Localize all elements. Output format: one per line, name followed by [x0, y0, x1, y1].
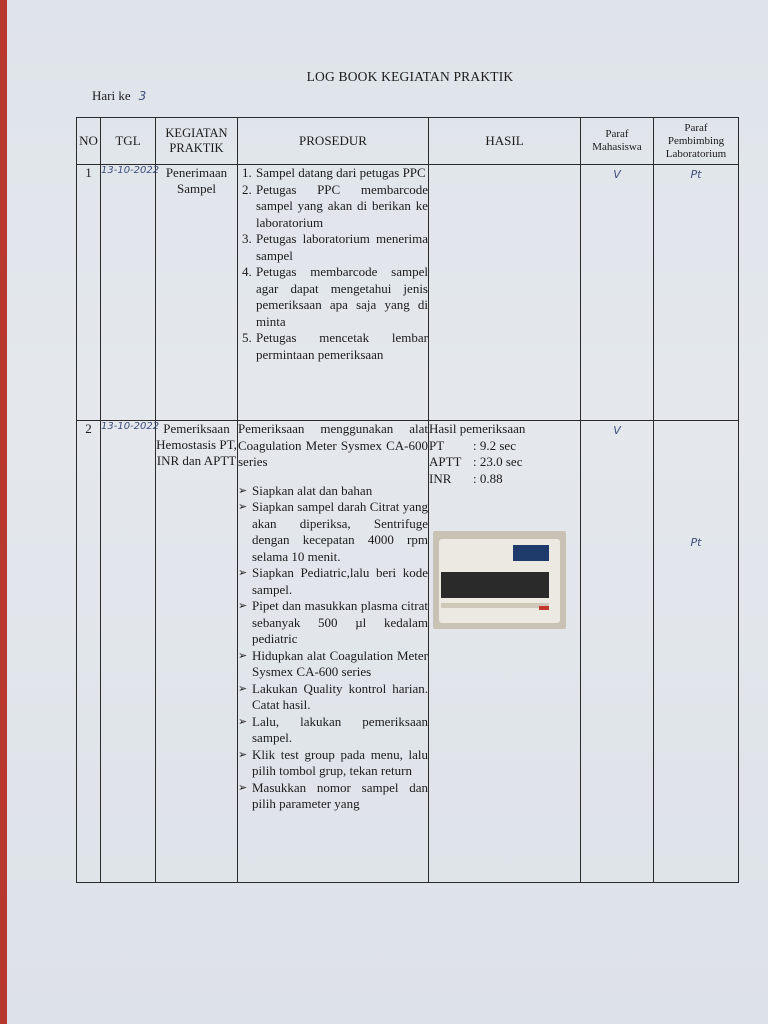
signature-mahasiswa: V — [613, 168, 621, 181]
arrow-bullet-icon: ➢ — [238, 500, 248, 513]
row-paraf-mahasiswa — [581, 421, 654, 883]
list-item: ➢ Hidupkan alat Coagulation Meter Sysmex CA-600 series — [238, 647, 428, 679]
result-pt: PT : 9.2 sec — [429, 437, 516, 453]
row-no: 2 — [77, 421, 101, 883]
header-paraf-pemb-line3: Laboratorium — [665, 147, 727, 160]
list-item: ➢ Masukkan nomor sampel dan pilih parameter yang — [238, 779, 428, 811]
list-item: 4. Petugas membarcode sampel agar dapat mengetahui jenis pemeriksaan apa saja yang di minta — [255, 264, 428, 330]
arrow-bullet-icon: ➢ — [238, 648, 248, 662]
list-item: ➢ Siapkan alat dan bahan — [238, 482, 373, 498]
header-paraf-pemb-line2: Pembimbing — [667, 134, 725, 147]
list-item: ➢ Klik test group pada menu, lalu pilih tombol grup, tekan return — [238, 746, 428, 778]
day-label: Hari ke — [92, 88, 131, 103]
procedure-steps — [238, 165, 428, 363]
header-row — [77, 118, 739, 165]
header-paraf-pemb-line1: Paraf — [684, 121, 708, 134]
header-kegiatan-line1: KEGIATAN — [165, 126, 228, 140]
result-title: Hasil pemeriksaan — [429, 421, 526, 436]
list-item: ➢ Lakukan Quality kontrol harian. Catat hasil. — [238, 680, 428, 712]
list-item: 2. Petugas PPC membarcode sampel yang akan di berikan ke laboratorium — [255, 182, 428, 232]
table-row — [77, 421, 739, 883]
table-row — [77, 165, 739, 421]
list-item: ➢ Siapkan sampel darah Citrat yang akan diperiksa, Sentrifuge dengan kecepatan 4000 rpm selama 10 menit. — [238, 499, 428, 564]
arrow-bullet-icon: ➢ — [238, 566, 248, 579]
row-paraf-pembimbing — [654, 421, 739, 883]
procedure-steps — [238, 483, 428, 813]
arrow-bullet-icon: ➢ — [238, 747, 248, 761]
background-edge — [0, 0, 7, 1024]
arrow-bullet-icon: ➢ — [238, 483, 248, 497]
list-item: 5. Petugas mencetak lembar permintaan pemeriksaan — [255, 330, 428, 363]
header-prosedur: PROSEDUR — [238, 118, 429, 165]
row-paraf-pembimbing — [654, 165, 739, 421]
signature-pembimbing: Pt — [690, 168, 702, 181]
list-item: 1. Sampel datang dari petugas PPC — [255, 165, 428, 182]
list-item: ➢ Pipet dan masukkan plasma citrat sebanyak 500 µl kedalam pediatric — [238, 598, 428, 646]
header-tgl: TGL — [101, 118, 156, 165]
row-date: 13-10-2022 — [101, 165, 156, 421]
result-inr: INR : 0.88 — [429, 470, 503, 486]
day-line — [92, 88, 146, 104]
log-table — [76, 117, 739, 883]
signature-mahasiswa: V — [613, 424, 621, 437]
list-item: ➢ Siapkan Pediatric,lalu beri kode sampel. — [238, 565, 428, 597]
header-kegiatan-line2: PRAKTIK — [169, 141, 224, 155]
header-paraf-mhs-line2: Mahasiswa — [592, 141, 642, 153]
day-value: 3 — [138, 89, 147, 103]
list-item: ➢ Lalu, lakukan pemeriksaan sampel. — [238, 713, 428, 745]
list-item: 3. Petugas laboratorium menerima sampel — [255, 231, 428, 264]
row-paraf-mahasiswa — [581, 165, 654, 421]
analyzer-photo — [433, 531, 566, 629]
arrow-bullet-icon: ➢ — [238, 681, 248, 695]
row-date: 13-10-2022 — [101, 421, 156, 883]
arrow-bullet-icon: ➢ — [238, 599, 248, 612]
signature-pembimbing: Pt — [690, 536, 702, 549]
document-title: LOG BOOK KEGIATAN PRAKTIK — [306, 69, 514, 84]
arrow-bullet-icon: ➢ — [238, 714, 248, 728]
header-hasil: HASIL — [429, 118, 581, 165]
row-prosedur — [238, 165, 429, 421]
procedure-intro: Pemeriksaan menggunakan alat Coagulation Meter Sysmex CA-600 series — [238, 421, 428, 469]
header-paraf-pembimbing — [654, 118, 739, 165]
header-paraf-mahasiswa — [581, 118, 654, 165]
header-no: NO — [77, 118, 101, 165]
row-hasil — [429, 165, 581, 421]
row-prosedur — [238, 421, 429, 883]
row-hasil — [429, 421, 581, 883]
header-paraf-mhs-line1: Paraf — [605, 128, 629, 140]
row-kegiatan: Pemeriksaan Hemostasis PT, INR dan APTT — [156, 421, 238, 883]
result-aptt: APTT : 23.0 sec — [429, 454, 523, 469]
row-no: 1 — [77, 165, 101, 421]
arrow-bullet-icon: ➢ — [238, 780, 248, 794]
header-kegiatan — [156, 118, 238, 165]
row-kegiatan: Penerimaan Sampel — [156, 165, 238, 421]
